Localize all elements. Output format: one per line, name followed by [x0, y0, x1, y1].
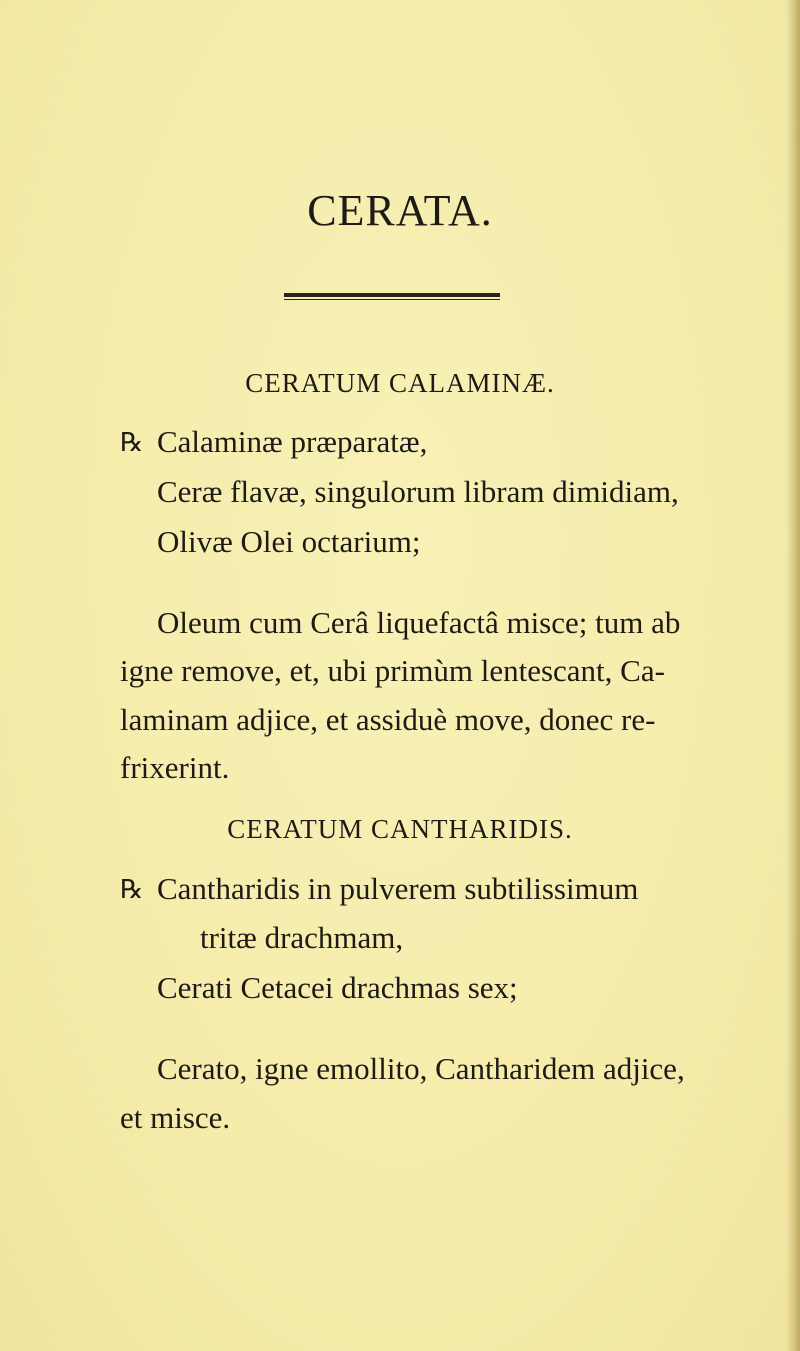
section-heading-calaminae: CERATUM CALAMINÆ.: [245, 368, 555, 398]
ingredient-line: tritæ drachmam,: [200, 920, 404, 955]
instruction-line: laminam adjice, et assiduè move, donec re-: [120, 702, 656, 737]
ingredient-line: Calaminæ præparatæ,: [157, 424, 428, 459]
section-heading-cantharidis: CERATUM CANTHARIDIS.: [227, 814, 573, 844]
page-title: CERATA.: [307, 186, 493, 235]
ingredient-line: Olivæ Olei octarium;: [157, 524, 421, 559]
instruction-line: et misce.: [120, 1100, 231, 1135]
instruction-line: igne remove, et, ubi primùm lentescant, Ca-: [120, 653, 665, 688]
ingredient-line: Cerati Cetacei drachmas sex;: [157, 970, 518, 1005]
instruction-line: Cerato, igne emollito, Cantharidem adjice,: [157, 1051, 685, 1086]
instruction-line: frixerint.: [120, 750, 230, 785]
title-rule: [284, 293, 500, 297]
ingredient-line: Cantharidis in pulverem subtilissimum: [157, 871, 639, 906]
recipe-symbol: ℞: [120, 428, 144, 457]
ingredient-line: Ceræ flavæ, singulorum libram dimidiam,: [157, 474, 679, 509]
title-rule-thin: [284, 299, 500, 300]
instruction-line: Oleum cum Cerâ liquefactâ misce; tum ab: [157, 605, 681, 640]
recipe-symbol: ℞: [120, 875, 144, 904]
